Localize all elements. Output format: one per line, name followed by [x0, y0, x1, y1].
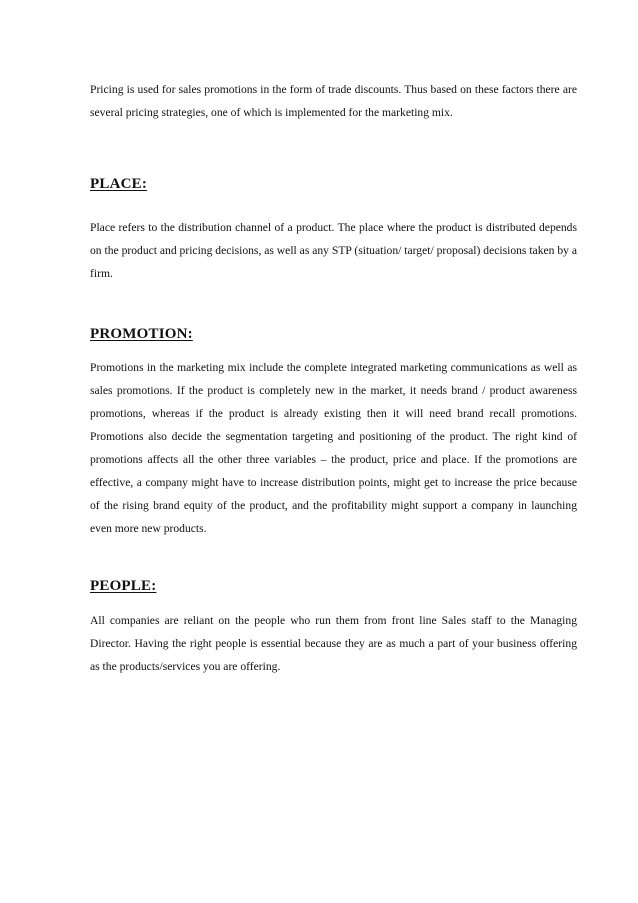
promotion-paragraph: Promotions in the marketing mix include the complete integrated marketing communications as well as sales promotions. If the product is completely new in the market, it needs brand / product awareness promotions, whereas if the product is already existing then it will need brand recall promotions. Promotions also decide the segmentation targeting and positioning of the product. The right kind of promotions affects all the other three variables – the product, price and place. If the promotions are effective, a company might have to increase distribution points, might get to increase the price because of the rising brand equity of the product, and the profitability might support a company in launching even more new products. [90, 361, 577, 535]
intro-paragraph: Pricing is used for sales promotions in the form of trade discounts. Thus based on these factors there are several pricing strategies, one of which is implemented for the marketing mix. [90, 83, 577, 119]
people-heading: PEOPLE: [90, 578, 157, 594]
people-paragraph: All companies are reliant on the people who run them from front line Sales staff to the Managing Director. Having the right people is essential because they are as much a part of your business offering as the products/services you are offering. [90, 614, 577, 673]
place-heading: PLACE: [90, 176, 148, 192]
place-paragraph: Place refers to the distribution channel of a product. The place where the product is distributed depends on the product and pricing decisions, as well as any STP (situation/ target/ proposal) decisions taken by a firm. [90, 221, 577, 280]
promotion-heading: PROMOTION: [90, 326, 193, 342]
